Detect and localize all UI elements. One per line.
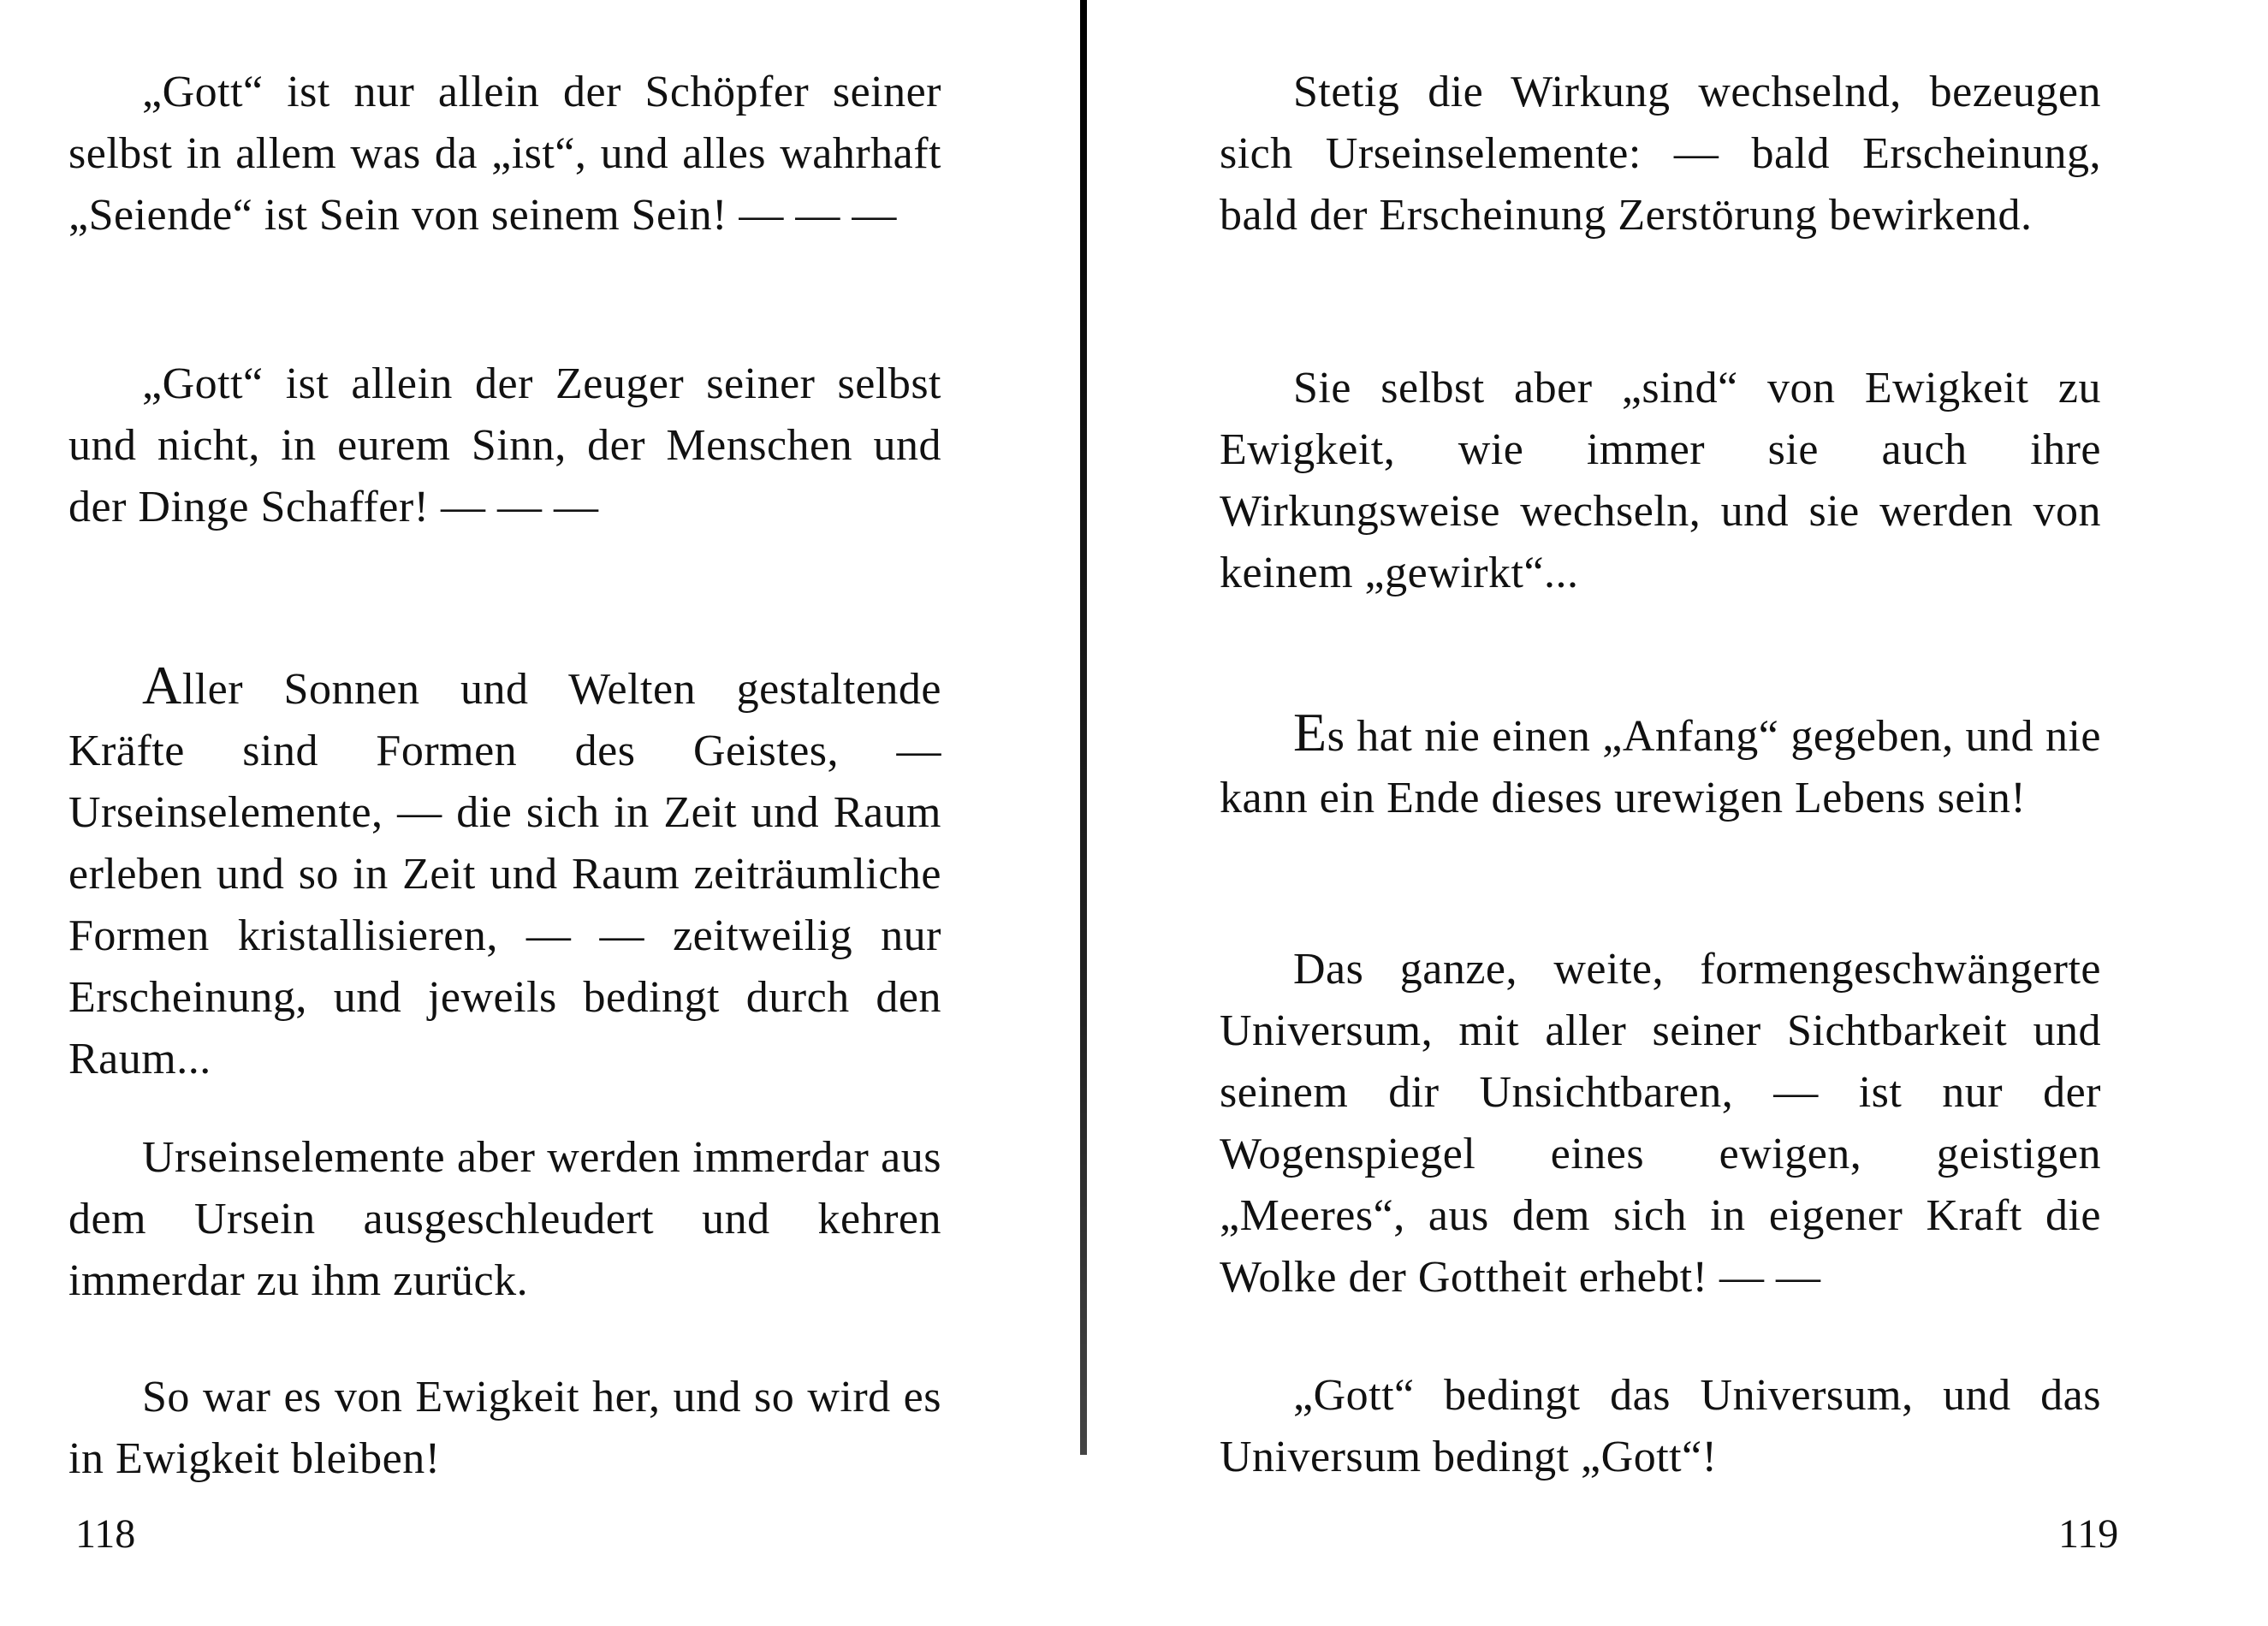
left-paragraph-3 xyxy=(68,655,941,1090)
left-paragraph-5: So war es von Ewigkeit her, und so wird es in Ewigkeit bleiben! xyxy=(68,1373,941,1483)
right-paragraph-2: Sie selbst aber „sind“ von Ewigkeit zu Ewigkeit, wie immer sie auch ihre Wirkungsweise wechseln, und sie werden von keinem „gewirkt“... xyxy=(1220,364,2101,597)
left-dropcap: A xyxy=(142,655,182,715)
left-paragraph-2: „Gott“ ist allein der Zeuger seiner selbst und nicht, in eurem Sinn, der Menschen und der Dinge Schaffer! — — — xyxy=(68,359,941,531)
right-dropcap: E xyxy=(1293,702,1327,763)
right-paragraph-3 xyxy=(1220,702,2101,829)
right-paragraph-3-text: s hat nie einen „Anfang“ gegeben, und nie kann ein Ende dieses urewigen Lebens sein! xyxy=(1220,712,2101,822)
left-page xyxy=(0,0,1087,1626)
right-page-number: 119 xyxy=(2058,1511,2119,1557)
right-paragraph-1: Stetig die Wirkung wechselnd, bezeugen sich Urseinselemente: — bald Erscheinung, bald der Erscheinung Zerstörung bewirkend. xyxy=(1220,68,2101,240)
right-page xyxy=(1095,0,2268,1626)
right-paragraph-4: Das ganze, weite, formengeschwängerte Universum, mit aller seiner Sichtbarkeit und seinem dir Unsichtbaren, — ist nur der Wogenspiegel eines ewigen, geistigen „Meeres“, aus dem sich in eigener Kraft die Wolke der Gottheit erhebt! — — xyxy=(1220,945,2101,1302)
left-paragraph-4: Urseinselemente aber werden immerdar aus dem Ursein ausgeschleudert und kehren immerdar zu ihm zurück. xyxy=(68,1133,941,1305)
book-gutter xyxy=(1080,0,1087,1455)
left-paragraph-3-text: ller Sonnen und Welten gestaltende Kräfte sind Formen des Geistes, — Urseinselemente, — die sich in Zeit und Raum erleben und so in Zeit und Raum zeiträumliche Formen kristallisieren, — — zeitweilig nur Erscheinung, und jeweils bedingt durch den Raum... xyxy=(68,665,941,1083)
right-paragraph-5: „Gott“ bedingt das Universum, und das Universum bedingt „Gott“! xyxy=(1220,1371,2101,1481)
left-page-number: 118 xyxy=(75,1511,136,1557)
left-paragraph-1: „Gott“ ist nur allein der Schöpfer seiner selbst in allem was da „ist“, und alles wahrhaft „Seiende“ ist Sein von seinem Sein! — — — xyxy=(68,68,941,240)
